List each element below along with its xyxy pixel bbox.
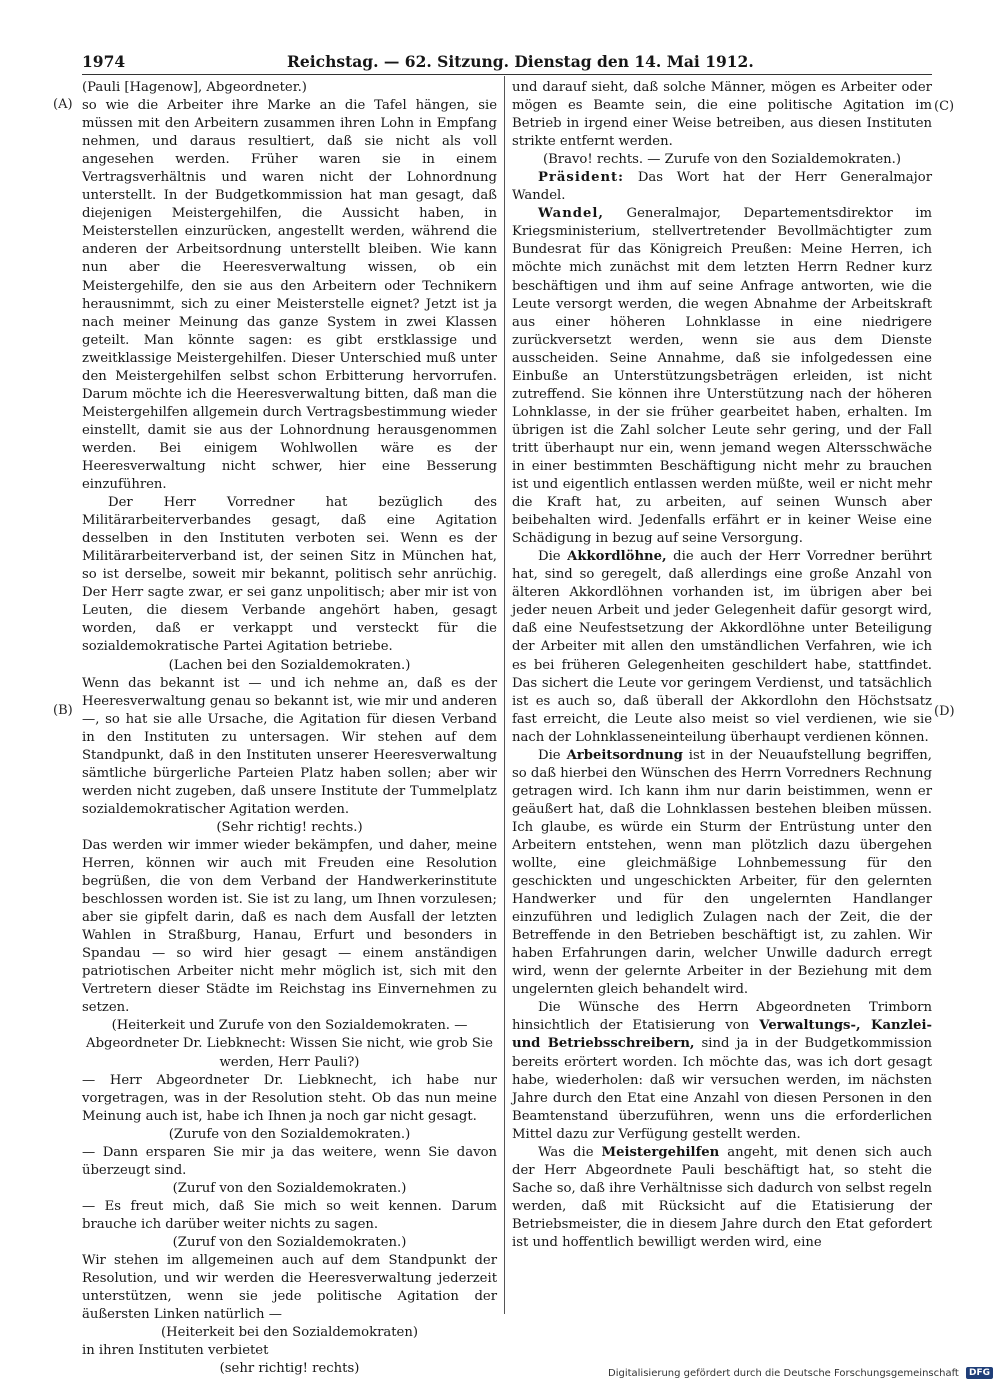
paragraph: Der Herr Vorredner hat bezüglich des Militärarbeiterverbandes gesagt, daß eine Agitation desselben in den Instituten verboten sei. Wenn es der Militärarbeiterverband ist, der seinen Sitz in München hat, so ist derselbe, soweit mir bekannt, politisch sehr anrüchig. Der Herr sagte zwar, er sei ganz unpolitisch; aber mir ist von Leuten, die diesem Verbande angehört haben, gesagt worden, daß er verkappt und versteckt für die sozialdemokratische Partei Agitation betriebe. [82, 495, 497, 655]
credit-text: Digitalisierung gefördert durch die Deutsche Forschungsgemeinschaft [608, 1368, 959, 1379]
running-title: Reichstag. — 62. Sitzung. Dienstag den 14. Mai 1912. [287, 52, 754, 71]
interjection: (sehr richtig! rechts) [219, 1361, 360, 1377]
text-run: Die Wünsche des Herrn Abgeordneten Trimborn hinsichtlich der Etatisierung von [512, 1000, 932, 1034]
page-header [82, 50, 932, 74]
speaker-text: Generalmajor, Departementsdirektor im Kriegsministerium, stellvertretender Bevollmächtigter zum Bundesrat für das Königreich Preußen: Meine Herren, ich möchte mich zunächst mit dem letzten Herrn Redner kurz beschäftigen und ihm auf seine Anfrage antworten, wie die Leute versorgt werden, die wegen Abnahme der Arbeitskraft aus einer höheren Lohnklasse in eine niedrigere zurückversetzt werden, wenn sie aus dem Dienste ausscheiden. Seine Annahme, daß sie infolgedessen eine Einbuße an Unterstützungsbeträgen erleiden, ist nicht zutreffend. Sie können ihre Unterstützung nach der höheren Lohnklasse, in der sie früher gearbeitet haben, erhalten. Im übrigen ist die Zahl solcher Leute sehr gering, und der Fall tritt überhaupt nur ein, wenn jemand wegen Altersschwäche in einer bestimmten Beschäftigung nicht mehr zu brauchen ist und eigentlich entlassen werden müßte, weil er nicht mehr die Kraft hat, zu arbeiten, auf seinen Wunsch aber beibehalten wird. Jedenfalls erfährt er in keiner Weise eine Schädigung in bezug auf seine Versorgung. [512, 206, 932, 547]
text-run: Die [538, 549, 561, 565]
interjection: (Lachen bei den Sozialdemokraten.) [168, 657, 411, 673]
interjection: (Zurufe von den Sozialdemokraten.) [168, 1126, 411, 1142]
interjection: (Bravo! rechts. — Zurufe von den Sozialdemokraten.) [542, 152, 902, 168]
margin-mark-d: (D) [934, 704, 955, 719]
speaker-name: Wandel, [538, 206, 605, 222]
left-column [82, 79, 497, 1378]
interjection: (Heiterkeit und Zurufe von den Sozialdemokraten. — Abgeordneter Dr. Liebknecht: Wissen Sie nicht, wie grob Sie werden, Herr Pauli?) [86, 1018, 493, 1070]
margin-mark-c: (C) [934, 99, 955, 114]
text-run: Was die [538, 1144, 594, 1160]
dfg-logo: DFG [966, 1367, 993, 1379]
interjection: (Zuruf von den Sozialdemokraten.) [172, 1180, 407, 1196]
text-run: ist in der Neuaufstellung begriffen, so daß hierbei den Wünschen des Herrn Vorredners Rechnung getragen wird. Ich kann ihm nur darin beistimmen, wenn er geäußert hat, daß die Lohnklassen bestehen bleiben müssen. Ich glaube, es würde ein Sturm der Entrüstung unter den Arbeitern entstehen, wenn man plötzlich dazu übergehen wollte, eine gleichmäßige Lohnbemessung für den geschickten und ungeschickten Arbeiter, für den gelernten Handwerker und für den ungelernten Handlanger einzuführen und lediglich Zulagen nach der Zeit, die der Betreffende in den Betrieben beschäftigt ist, zu zahlen. Wir haben Erfahrungen darin, welcher Unwille dadurch erregt wird, wenn der gelernte Arbeiter in der Beziehung mit dem ungelernten gleich behandelt wird. [512, 747, 932, 998]
right-column [512, 79, 932, 1252]
paragraph: Wir stehen im allgemeinen auch auf dem Standpunkt der Resolution, und wir werden die Heeresverwaltung jederzeit unterstützen, wenn sie jede politische Agitation der äußersten Linken natürlich — [82, 1253, 497, 1323]
paragraph [512, 1144, 932, 1252]
paragraph [512, 548, 932, 747]
digitization-credit [608, 1367, 1000, 1383]
text-run: Die [538, 747, 561, 763]
emphasis: Arbeitsordnung [566, 747, 683, 763]
paragraph: in ihren Instituten verbietet [82, 1343, 269, 1359]
paragraph: — Dann ersparen Sie mir ja das weitere, wenn Sie davon überzeugt sind. [82, 1144, 497, 1178]
paragraph: — Herr Abgeordneter Dr. Liebknecht, ich habe nur vorgetragen, was in der Resolution steht. Ob das nun meine Meinung auch ist, habe ich Ihnen ja noch gar nicht gesagt. [82, 1072, 497, 1124]
speaker-text: Das Wort hat der Herr Generalmajor Wandel. [512, 170, 932, 204]
emphasis: Akkordlöhne, [567, 549, 667, 565]
speaker-name: Präsident: [538, 170, 625, 186]
margin-mark-a: (A) [53, 97, 73, 112]
column-divider [504, 76, 505, 1314]
paragraph [512, 169, 932, 205]
header-rule [82, 74, 932, 75]
text-run: angeht, mit denen sich auch der Herr Abgeordnete Pauli beschäftigt hat, so steht die Sache so, daß ihre Verhältnisse sich dadurch von selbst regeln werden, daß mit Rücksicht auf die Etatisierung der Betriebsmeister, die in diesem Jahre durch den Etat gefordert ist und hoffentlich bewilligt werden wird, eine [512, 1144, 933, 1250]
paragraph: Das werden wir immer wieder bekämpfen, und daher, meine Herren, können wir auch mit Freuden eine Resolution begrüßen, die von dem Verband der Handwerkerinstitute beschlossen worden ist. Sie ist zu lang, um Ihnen vorzulesen; aber sie gipfelt darin, daß es nach dem Ausfall der letzten Wahlen in Straßburg, Hanau, Erfurt und besonders in Spandau — so wird hier gesagt — einem anständigen patriotischen Arbeiter nicht mehr möglich ist, sich mit den Vertretern dieser Städte im Reichstag ins Einvernehmen zu setzen. [82, 837, 497, 1016]
paragraph [512, 747, 932, 1000]
interjection: (Heiterkeit bei den Sozialdemokraten) [161, 1325, 418, 1341]
margin-mark-b: (B) [53, 703, 73, 718]
emphasis: Meistergehilfen [601, 1144, 720, 1160]
paragraph: so wie die Arbeiter ihre Marke an die Tafel hängen, sie müssen mit den Arbeitern zusammen ihren Lohn in Empfang nehmen, und daraus resultiert, daß sie nicht als voll angesehen werden. Früher waren sie in einem Vertragsverhältnis und waren nicht der Lohnordnung unterstellt. In der Budgetkommission hat man gesagt, daß diejenigen Meistergehilfen, die Aussicht haben, in Meisterstellen einzurücken, angestellt werden, während die anderen der Arbeitsordnung unterstellt bleiben. Wie kann nun aber die Heeresverwaltung wissen, ob ein Meistergehilfe, den sie aus den Arbeitern oder Technikern herausnimmt, sich zu einer Meisterstelle eignet? Jetzt ist ja nach meiner Meinung das ganze System in zwei Klassen geteilt. Man könnte sagen: es gibt erstklassige und zweitklassige Meistergehilfen. Dieser Unterschied muß unter den Meistergehilfen selbst schon Erbitterung hervorrufen. Darum möchte ich die Heeresverwaltung bitten, daß man die Meistergehilfen allgemein durch Vertragsbestimmung wieder einstellt, damit sie aus der Lohnordnung herausgenommen werden. Bei einigem Wohlwollen wäre es der Heeresverwaltung nicht schwer, hier eine Besserung einzuführen. [82, 98, 497, 493]
interjection: (Sehr richtig! rechts.) [216, 819, 363, 835]
paragraph: und darauf sieht, daß solche Männer, mögen es Arbeiter oder mögen es Beamte sein, die eine politische Agitation im Betrieb in irgend einer Weise betreiben, aus diesen Instituten strikte entfernt werden. [512, 80, 932, 150]
text-run: die auch der Herr Vorredner berührt hat, sind so geregelt, daß allerdings eine große Anzahl von älteren Akkordlöhnen vorhanden ist, im übrigen aber bei jeder neuen Arbeit und jeder Gelegenheit dafür gesorgt wird, daß eine Neufestsetzung der Akkordlöhne unter Beteiligung der Arbeiter mit allen den umständlichen Verfahren, wie ich es bei früheren Gelegenheiten geschildert habe, stattfindet. Das sichert die Leute vor geringem Verdienst, und tatsächlich ist es auch so, daß überall der Akkordlohn den Höchstsatz fast erreicht, die Leute also meist so viel verdienen, wie sie nach der Lohnklasseneinteilung überhaupt verdienen können. [512, 549, 932, 745]
page-number: 1974 [82, 52, 126, 71]
paragraph: Wenn das bekannt ist — und ich nehme an, daß es der Heeresverwaltung genau so bekannt ist, wie mir und anderen —, so hat sie alle Ursache, die Agitation für diesen Verband in den Instituten zu untersagen. Wir stehen auf dem Standpunkt, daß in den Instituten unserer Heeresverwaltung sämtliche bürgerliche Parteien Platz haben sollen; aber wir werden nicht zugeben, daß unsere Institute der Tummelplatz sozialdemokratischer Agitation werden. [82, 675, 497, 817]
paragraph [512, 999, 932, 1143]
text-run: sind ja in der Budgetkommission bereits erörtert worden. Ich möchte das, was ich dort gesagt habe, wiederholen: daß wir versuchen werden, im nächsten Jahre durch den Etat eine Anzahl von diesen Personen in den Beamtenstand überzuführen, wenn uns die erforderlichen Mittel dazu zur Verfügung gestellt werden. [512, 1036, 932, 1142]
paragraph: — Es freut mich, daß Sie mich so weit kennen. Darum brauche ich darüber weiter nichts zu sagen. [82, 1198, 497, 1232]
emphasis: Verwaltungs-, Kanzlei- und Betriebsschreibern, [512, 1018, 932, 1052]
interjection: (Zuruf von den Sozialdemokraten.) [172, 1235, 407, 1250]
paragraph [512, 205, 932, 548]
speaker-line: (Pauli [Hagenow], Abgeordneter.) [82, 80, 307, 95]
